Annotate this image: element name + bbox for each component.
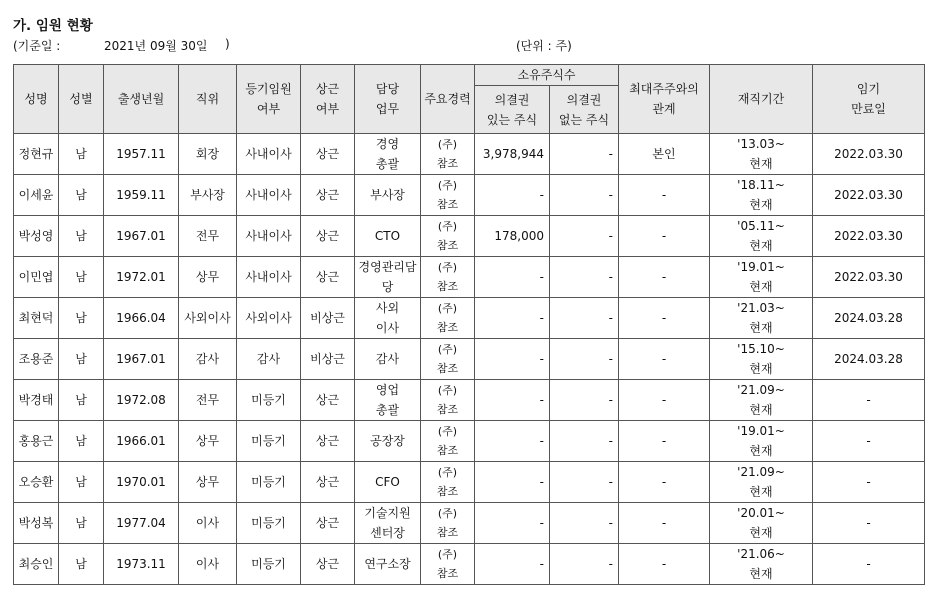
basis-close: )	[225, 37, 230, 51]
cell-term: -	[813, 421, 925, 462]
cell-duty: 공장장	[355, 421, 421, 462]
cell-relation: -	[619, 339, 710, 380]
cell-registered: 미등기	[237, 380, 301, 421]
cell-position: 사외이사	[179, 298, 237, 339]
cell-name: 박성영	[14, 216, 59, 257]
basis-date-line	[13, 37, 230, 54]
cell-career: (주) 참조	[421, 421, 475, 462]
header-position: 직위	[179, 65, 237, 134]
table-row	[14, 421, 925, 462]
cell-registered: 사내이사	[237, 175, 301, 216]
header-relation: 최대주주와의 관계	[619, 65, 710, 134]
cell-relation: -	[619, 544, 710, 585]
cell-duty: 영업 총괄	[355, 380, 421, 421]
cell-career: (주) 참조	[421, 134, 475, 175]
cell-voting: -	[475, 298, 550, 339]
cell-nonvoting: -	[550, 339, 619, 380]
cell-relation: -	[619, 380, 710, 421]
cell-duty: 경영 총괄	[355, 134, 421, 175]
cell-nonvoting: -	[550, 175, 619, 216]
cell-term: 2024.03.28	[813, 298, 925, 339]
cell-birth: 1957.11	[104, 134, 179, 175]
cell-nonvoting: -	[550, 421, 619, 462]
cell-voting: -	[475, 257, 550, 298]
cell-gender: 남	[59, 421, 104, 462]
table-row	[14, 380, 925, 421]
cell-tenure: '21.09~ 현재	[710, 462, 813, 503]
cell-nonvoting: -	[550, 462, 619, 503]
header-gender: 성별	[59, 65, 104, 134]
cell-tenure: '21.09~ 현재	[710, 380, 813, 421]
cell-relation: -	[619, 421, 710, 462]
cell-duty: 경영관리담 당	[355, 257, 421, 298]
cell-position: 이사	[179, 544, 237, 585]
cell-gender: 남	[59, 544, 104, 585]
cell-duty: 부사장	[355, 175, 421, 216]
cell-birth: 1972.08	[104, 380, 179, 421]
cell-gender: 남	[59, 134, 104, 175]
cell-gender: 남	[59, 175, 104, 216]
cell-registered: 사내이사	[237, 257, 301, 298]
cell-registered: 미등기	[237, 503, 301, 544]
cell-name: 최승인	[14, 544, 59, 585]
cell-name: 이세윤	[14, 175, 59, 216]
cell-gender: 남	[59, 298, 104, 339]
cell-duty: CFO	[355, 462, 421, 503]
cell-relation: -	[619, 503, 710, 544]
header-registered: 등기임원 여부	[237, 65, 301, 134]
table-body	[14, 134, 925, 585]
cell-relation: -	[619, 298, 710, 339]
cell-tenure: '18.11~ 현재	[710, 175, 813, 216]
table-row	[14, 339, 925, 380]
cell-tenure: '13.03~ 현재	[710, 134, 813, 175]
cell-term: 2024.03.28	[813, 339, 925, 380]
cell-fulltime: 상근	[301, 380, 355, 421]
cell-registered: 사내이사	[237, 216, 301, 257]
cell-birth: 1972.01	[104, 257, 179, 298]
cell-position: 전무	[179, 380, 237, 421]
cell-tenure: '19.01~ 현재	[710, 421, 813, 462]
cell-fulltime: 상근	[301, 421, 355, 462]
header-voting: 의결권 있는 주식	[475, 86, 550, 134]
cell-tenure: '05.11~ 현재	[710, 216, 813, 257]
cell-fulltime: 상근	[301, 544, 355, 585]
table-row	[14, 175, 925, 216]
section-title: 가. 임원 현황	[13, 18, 93, 34]
cell-name: 박성복	[14, 503, 59, 544]
cell-duty: 사외 이사	[355, 298, 421, 339]
cell-duty: 기술지원 센터장	[355, 503, 421, 544]
cell-position: 상무	[179, 462, 237, 503]
header-duty: 담당 업무	[355, 65, 421, 134]
cell-term: -	[813, 462, 925, 503]
cell-term: 2022.03.30	[813, 134, 925, 175]
cell-duty: 연구소장	[355, 544, 421, 585]
cell-voting: -	[475, 339, 550, 380]
cell-nonvoting: -	[550, 216, 619, 257]
cell-nonvoting: -	[550, 298, 619, 339]
header-tenure: 재직기간	[710, 65, 813, 134]
cell-registered: 사외이사	[237, 298, 301, 339]
header-shares: 소유주식수	[475, 65, 619, 86]
cell-voting: -	[475, 462, 550, 503]
cell-position: 회장	[179, 134, 237, 175]
table-row	[14, 134, 925, 175]
cell-gender: 남	[59, 462, 104, 503]
cell-fulltime: 상근	[301, 175, 355, 216]
cell-registered: 사내이사	[237, 134, 301, 175]
cell-gender: 남	[59, 257, 104, 298]
cell-voting: 178,000	[475, 216, 550, 257]
cell-nonvoting: -	[550, 134, 619, 175]
basis-label: (기준일 :	[13, 39, 61, 53]
cell-relation: -	[619, 175, 710, 216]
cell-fulltime: 상근	[301, 503, 355, 544]
cell-gender: 남	[59, 380, 104, 421]
cell-birth: 1959.11	[104, 175, 179, 216]
cell-relation: -	[619, 216, 710, 257]
cell-term: 2022.03.30	[813, 175, 925, 216]
cell-relation: -	[619, 462, 710, 503]
cell-career: (주) 참조	[421, 339, 475, 380]
table-row	[14, 216, 925, 257]
cell-name: 이민엽	[14, 257, 59, 298]
header-birth: 출생년월	[104, 65, 179, 134]
cell-career: (주) 참조	[421, 216, 475, 257]
cell-fulltime: 상근	[301, 462, 355, 503]
header-name: 성명	[14, 65, 59, 134]
cell-name: 오승환	[14, 462, 59, 503]
cell-name: 정현규	[14, 134, 59, 175]
cell-name: 최현덕	[14, 298, 59, 339]
cell-voting: -	[475, 175, 550, 216]
cell-birth: 1966.01	[104, 421, 179, 462]
cell-fulltime: 상근	[301, 134, 355, 175]
table-row	[14, 298, 925, 339]
cell-voting: -	[475, 503, 550, 544]
cell-career: (주) 참조	[421, 298, 475, 339]
cell-fulltime: 비상근	[301, 298, 355, 339]
cell-gender: 남	[59, 503, 104, 544]
cell-fulltime: 상근	[301, 216, 355, 257]
cell-career: (주) 참조	[421, 462, 475, 503]
table-row	[14, 462, 925, 503]
cell-career: (주) 참조	[421, 175, 475, 216]
cell-registered: 미등기	[237, 421, 301, 462]
cell-voting: -	[475, 380, 550, 421]
header-term: 임기 만료일	[813, 65, 925, 134]
cell-voting: 3,978,944	[475, 134, 550, 175]
cell-tenure: '20.01~ 현재	[710, 503, 813, 544]
header-fulltime: 상근 여부	[301, 65, 355, 134]
cell-term: 2022.03.30	[813, 216, 925, 257]
cell-voting: -	[475, 544, 550, 585]
cell-name: 홍용근	[14, 421, 59, 462]
cell-tenure: '15.10~ 현재	[710, 339, 813, 380]
cell-nonvoting: -	[550, 257, 619, 298]
cell-tenure: '21.06~ 현재	[710, 544, 813, 585]
unit-label: (단위 : 주)	[516, 39, 572, 53]
cell-position: 감사	[179, 339, 237, 380]
cell-position: 부사장	[179, 175, 237, 216]
cell-relation: -	[619, 257, 710, 298]
cell-term: -	[813, 380, 925, 421]
header-nonvoting: 의결권 없는 주식	[550, 86, 619, 134]
cell-career: (주) 참조	[421, 257, 475, 298]
basis-date: 2021년 09월 30일	[104, 39, 208, 53]
cell-birth: 1973.11	[104, 544, 179, 585]
cell-name: 박경태	[14, 380, 59, 421]
cell-tenure: '19.01~ 현재	[710, 257, 813, 298]
cell-nonvoting: -	[550, 544, 619, 585]
table-row	[14, 257, 925, 298]
cell-birth: 1977.04	[104, 503, 179, 544]
cell-term: -	[813, 503, 925, 544]
cell-birth: 1966.04	[104, 298, 179, 339]
cell-term: 2022.03.30	[813, 257, 925, 298]
cell-relation: 본인	[619, 134, 710, 175]
cell-position: 이사	[179, 503, 237, 544]
cell-career: (주) 참조	[421, 503, 475, 544]
cell-fulltime: 비상근	[301, 339, 355, 380]
cell-registered: 감사	[237, 339, 301, 380]
cell-nonvoting: -	[550, 380, 619, 421]
cell-career: (주) 참조	[421, 380, 475, 421]
cell-fulltime: 상근	[301, 257, 355, 298]
cell-career: (주) 참조	[421, 544, 475, 585]
cell-position: 상무	[179, 257, 237, 298]
cell-tenure: '21.03~ 현재	[710, 298, 813, 339]
cell-gender: 남	[59, 216, 104, 257]
cell-term: -	[813, 544, 925, 585]
cell-registered: 미등기	[237, 462, 301, 503]
cell-duty: 감사	[355, 339, 421, 380]
table-row	[14, 544, 925, 585]
cell-birth: 1967.01	[104, 216, 179, 257]
cell-position: 전무	[179, 216, 237, 257]
cell-birth: 1970.01	[104, 462, 179, 503]
cell-registered: 미등기	[237, 544, 301, 585]
cell-gender: 남	[59, 339, 104, 380]
cell-position: 상무	[179, 421, 237, 462]
executive-table	[13, 64, 925, 585]
header-career: 주요경력	[421, 65, 475, 134]
cell-duty: CTO	[355, 216, 421, 257]
table-row	[14, 503, 925, 544]
cell-voting: -	[475, 421, 550, 462]
cell-birth: 1967.01	[104, 339, 179, 380]
cell-name: 조용준	[14, 339, 59, 380]
cell-nonvoting: -	[550, 503, 619, 544]
